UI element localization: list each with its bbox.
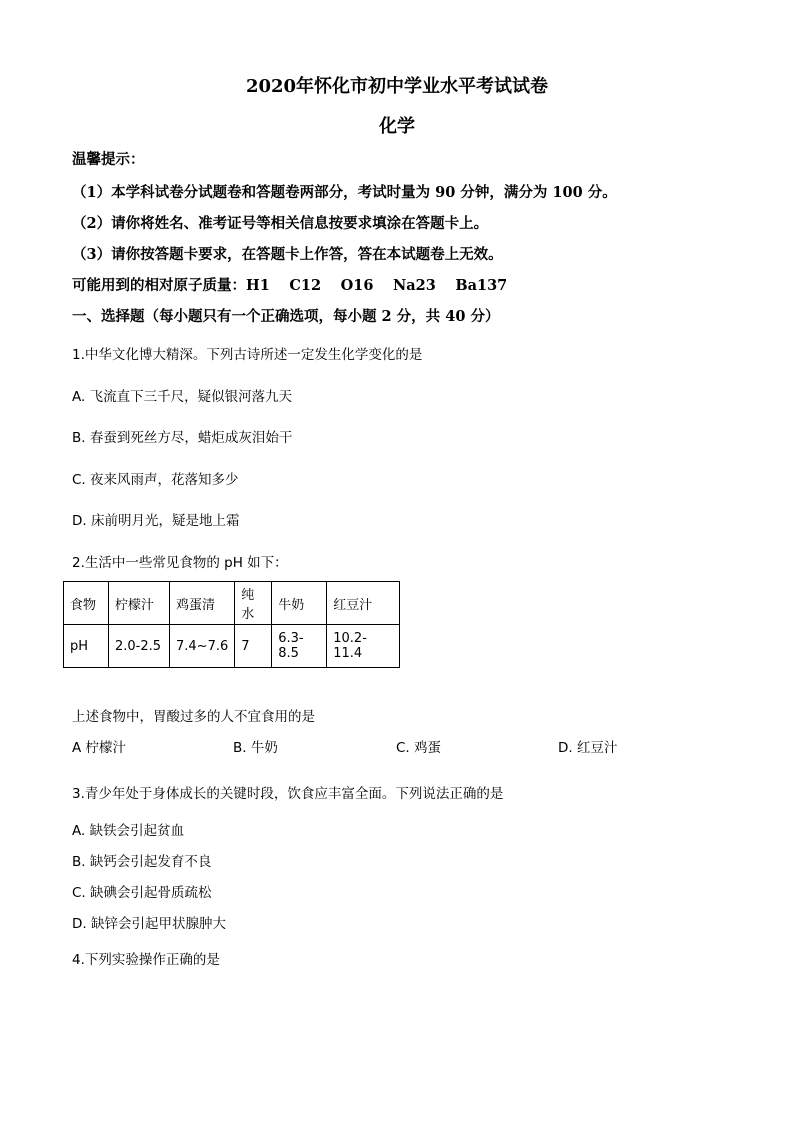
q2-option-b: B. 牛奶	[233, 740, 278, 756]
q4-stem: 4.下列实验操作正确的是	[72, 952, 220, 968]
q2-option-a: A 柠檬汁	[72, 740, 127, 756]
table-cell: pH	[64, 625, 109, 668]
q3-option-b: B. 缺钙会引起发育不良	[72, 854, 212, 870]
ph-table	[63, 581, 400, 668]
notice-item-1: （1）本学科试卷分试题卷和答题卷两部分，考试时量为 90 分钟，满分为 100 分。	[72, 184, 617, 201]
table-header-cell: 食物	[64, 582, 109, 625]
q2-option-d: D. 红豆汁	[558, 740, 618, 756]
table-header-cell: 红豆汁	[327, 582, 400, 625]
table-header-cell: 柠檬汁	[109, 582, 170, 625]
q2-question: 上述食物中，胃酸过多的人不宜食用的是	[72, 709, 315, 725]
q1-stem: 1.中华文化博大精深。下列古诗所述一定发生化学变化的是	[72, 347, 423, 363]
q3-option-a: A. 缺铁会引起贫血	[72, 823, 185, 839]
q1-option-b: B. 春蚕到死丝方尽，蜡炬成灰泪始干	[72, 430, 293, 446]
q2-stem: 2.生活中一些常见食物的 pH 如下：	[72, 555, 288, 571]
q1-option-c: C. 夜来风雨声，花落知多少	[72, 472, 239, 488]
q3-option-d: D. 缺锌会引起甲状腺肿大	[72, 916, 226, 932]
notice-item-2: （2）请你将姓名、准考证号等相关信息按要求填涂在答题卡上。	[72, 215, 489, 232]
table-header-cell: 纯水	[235, 582, 272, 625]
q1-option-a: A. 飞流直下三千尺，疑似银河落九天	[72, 389, 293, 405]
notice-heading: 温馨提示：	[72, 151, 145, 168]
table-cell: 10.2-11.4	[327, 625, 400, 668]
exam-subject: 化学	[379, 116, 415, 137]
notice-item-3: （3）请你按答题卡要求，在答题卡上作答，答在本试题卷上无效。	[72, 246, 503, 263]
atomic-masses: 可能用到的相对原子质量：H1 C12 O16 Na23 Ba137	[72, 277, 508, 294]
exam-title: 2020年怀化市初中学业水平考试试卷	[245, 76, 549, 97]
q2-option-c: C. 鸡蛋	[396, 740, 442, 756]
table-cell: 7.4~7.6	[170, 625, 235, 668]
q3-option-c: C. 缺碘会引起骨质疏松	[72, 885, 212, 901]
table-cell: 2.0-2.5	[109, 625, 170, 668]
table-row	[64, 625, 400, 668]
table-header-cell: 牛奶	[272, 582, 327, 625]
q3-stem: 3.青少年处于身体成长的关键时段，饮食应丰富全面。下列说法正确的是	[72, 786, 504, 802]
q1-option-d: D. 床前明月光，疑是地上霜	[72, 513, 240, 529]
table-cell: 7	[235, 625, 272, 668]
table-header-cell: 鸡蛋清	[170, 582, 235, 625]
table-cell: 6.3-8.5	[272, 625, 327, 668]
table-row	[64, 582, 400, 625]
section-heading: 一、选择题（每小题只有一个正确选项，每小题 2 分，共 40 分）	[72, 308, 500, 325]
